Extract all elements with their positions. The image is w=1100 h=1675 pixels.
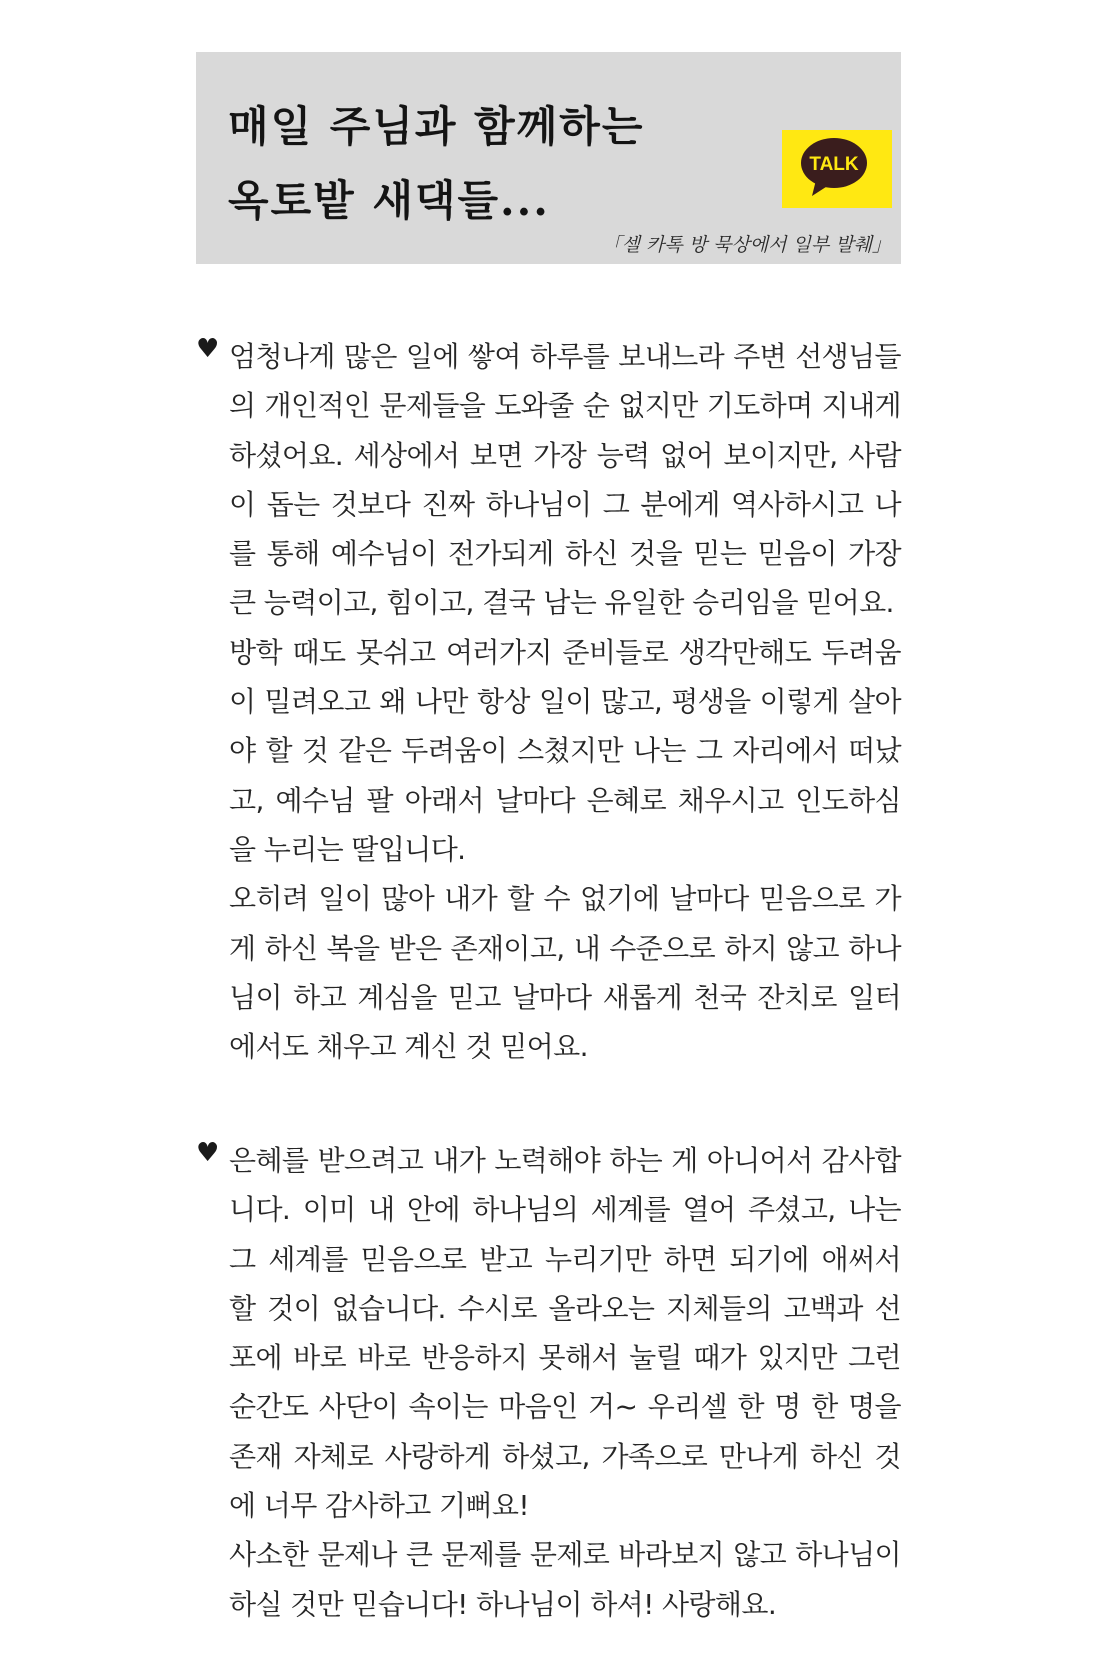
heart-bullet-icon: ♥ bbox=[196, 334, 220, 364]
paragraph: 은혜를 받으려고 내가 노력해야 하는 게 아니어서 감사합니다. 이미 내 안에 하나님의 세계를 열어 주셨고, 나는 그 세계를 믿음으로 받고 누리기만 하면 되기에 애써서 할 것이 없습니다. 수시로 올라오는 지체들의 고백과 선포에 바로 바로 반응하지 못해서 눌릴 때가 있지만 그런 순간도 사단이 속이는 마음인 거~ 우리셀 한 명 한 명을 존재 자체로 사랑하게 하셨고, 가족으로 만나게 하신 것에 너무 감사하고 기뻐요! bbox=[229, 1144, 901, 1523]
title-line-2: 옥토밭 새댁들... bbox=[228, 176, 550, 225]
source-note: 「셀 카톡 방 묵상에서 일부 발췌」 bbox=[602, 234, 891, 256]
header-box bbox=[196, 52, 901, 264]
kakaotalk-logo bbox=[782, 130, 892, 208]
logo-text: TALK bbox=[809, 154, 859, 175]
testimony-section-2 bbox=[196, 1136, 906, 1629]
title-line-1: 매일 주님과 함께하는 bbox=[228, 102, 645, 151]
heart-bullet-icon: ♥ bbox=[196, 1138, 220, 1168]
paragraph: 오히려 일이 많아 내가 할 수 없기에 날마다 믿음으로 가게 하신 복을 받은 존재이고, 내 수준으로 하지 않고 하나님이 하고 계심을 믿고 날마다 새롭게 천국 잔치로 일터에서도 채우고 계신 것 믿어요. bbox=[229, 882, 901, 1064]
testimony-section-1 bbox=[196, 332, 906, 1071]
paragraph: 엄청나게 많은 일에 쌓여 하루를 보내느라 주변 선생님들의 개인적인 문제들을 도와줄 순 없지만 기도하며 지내게 하셨어요. 세상에서 보면 가장 능력 없어 보이지만, 사람이 돕는 것보다 진짜 하나님이 그 분에게 역사하시고 나를 통해 예수님이 전가되게 하신 것을 믿는 믿음이 가장 큰 능력이고, 힘이고, 결국 남는 유일한 승리임을 믿어요. bbox=[229, 340, 901, 620]
paragraph: 사소한 문제나 큰 문제를 문제로 바라보지 않고 하나님이 하실 것만 믿습니다! 하나님이 하셔! 사랑해요. bbox=[229, 1538, 901, 1621]
paragraph: 방학 때도 못쉬고 여러가지 준비들로 생각만해도 두려움이 밀려오고 왜 나만 항상 일이 많고, 평생을 이렇게 살아야 할 것 같은 두려움이 스쳤지만 나는 그 자리에서 떠났고, 예수님 팔 아래서 날마다 은혜로 채우시고 인도하심을 누리는 딸입니다. bbox=[229, 635, 901, 866]
speech-bubble-icon bbox=[782, 130, 892, 208]
